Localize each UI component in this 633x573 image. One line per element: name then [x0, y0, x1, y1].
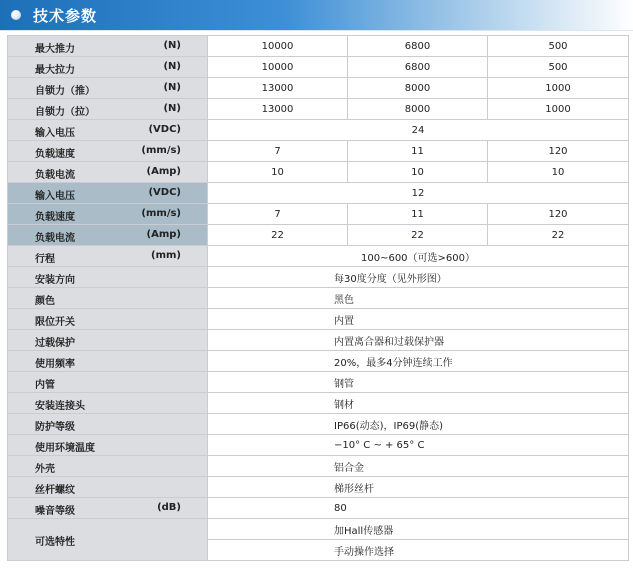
row-label: [8, 288, 208, 309]
value-cell: 8000: [348, 99, 488, 120]
table-row: [8, 99, 629, 120]
row-label: [8, 183, 208, 204]
row-label: [8, 204, 208, 225]
param-name: 负载速度: [35, 149, 75, 160]
param-name: 安装连接头: [35, 401, 85, 412]
row-label: [8, 99, 208, 120]
param-name: 输入电压: [35, 191, 75, 202]
value-cell: 11: [348, 204, 488, 225]
value-cell: 120: [488, 204, 629, 225]
table-row: [8, 498, 629, 519]
value-cell: IP66(动态)，IP69(静态): [208, 414, 629, 435]
table-row: [8, 393, 629, 414]
value-cell: 1000: [488, 99, 629, 120]
value-cell: 20%，最多4分钟连续工作: [208, 351, 629, 372]
param-name: 最大拉力: [35, 65, 75, 76]
value-cell: 加Hall传感器: [208, 519, 629, 540]
table-row: [8, 141, 629, 162]
param-unit: (mm/s): [141, 145, 181, 156]
value-cell: 每30度分度（见外形图）: [208, 267, 629, 288]
table-row: [8, 351, 629, 372]
value-cell: −10° C ~ + 65° C: [208, 435, 629, 456]
value-cell: 10000: [208, 57, 348, 78]
param-name: 自锁力（拉）: [35, 107, 95, 118]
row-label: [8, 225, 208, 246]
table-row: [8, 183, 629, 204]
table-row: [8, 120, 629, 141]
param-unit: (VDC): [148, 124, 181, 135]
table-row: [8, 477, 629, 498]
row-label: [8, 372, 208, 393]
param-name: 外壳: [35, 464, 55, 475]
table-row: [8, 246, 629, 267]
value-cell: 8000: [348, 78, 488, 99]
row-label: [8, 456, 208, 477]
value-cell: 500: [488, 36, 629, 57]
value-cell: 13000: [208, 99, 348, 120]
row-label: [8, 162, 208, 183]
value-cell: 6800: [348, 57, 488, 78]
value-cell: 手动操作选择: [208, 540, 629, 561]
row-label: [8, 414, 208, 435]
row-label: [8, 477, 208, 498]
value-cell: 6800: [348, 36, 488, 57]
param-name: 限位开关: [35, 317, 75, 328]
param-unit: (N): [163, 82, 181, 93]
table-row: [8, 57, 629, 78]
param-unit: (N): [163, 103, 181, 114]
row-label: [8, 120, 208, 141]
row-label: [8, 435, 208, 456]
section-title: 技术参数: [33, 7, 98, 25]
table-row: [8, 36, 629, 57]
value-cell: 10: [488, 162, 629, 183]
value-cell: 120: [488, 141, 629, 162]
value-cell: 80: [208, 498, 629, 519]
param-name: 使用环境温度: [35, 443, 95, 454]
param-unit: (dB): [157, 502, 181, 513]
value-cell: 内置: [208, 309, 629, 330]
row-label: [8, 393, 208, 414]
param-name: 防护等级: [35, 422, 75, 433]
table-row: [8, 225, 629, 246]
param-unit: (VDC): [148, 187, 181, 198]
param-unit: (Amp): [146, 166, 181, 177]
value-cell: 22: [488, 225, 629, 246]
bullet-circle-icon: [11, 10, 21, 20]
value-cell: 24: [208, 120, 629, 141]
row-label: [8, 246, 208, 267]
table-row: [8, 78, 629, 99]
table-row: [8, 162, 629, 183]
row-label: [8, 267, 208, 288]
value-cell: 钢管: [208, 372, 629, 393]
value-cell: 1000: [488, 78, 629, 99]
value-cell: 梯形丝杆: [208, 477, 629, 498]
row-label: [8, 330, 208, 351]
value-cell: 10: [208, 162, 348, 183]
value-cell: 500: [488, 57, 629, 78]
param-name: 负载电流: [35, 233, 75, 244]
value-cell: 11: [348, 141, 488, 162]
param-name: 内管: [35, 380, 55, 391]
param-name: 输入电压: [35, 128, 75, 139]
param-name: 过载保护: [35, 338, 75, 349]
table-row: [8, 267, 629, 288]
param-name: 行程: [35, 254, 55, 265]
table-row: [8, 330, 629, 351]
table-row: [8, 204, 629, 225]
section-header: [0, 0, 633, 31]
param-unit: (mm/s): [141, 208, 181, 219]
param-name: 使用频率: [35, 359, 75, 370]
row-label: [8, 36, 208, 57]
table-row: [8, 309, 629, 330]
param-name: 噪音等级: [35, 506, 75, 517]
value-cell: 100~600（可选>600）: [208, 246, 629, 267]
param-name: 丝杆螺纹: [35, 485, 75, 496]
value-cell: 黑色: [208, 288, 629, 309]
param-unit: (N): [163, 61, 181, 72]
param-name: 安装方向: [35, 275, 75, 286]
spec-table: [7, 35, 629, 561]
row-label: [8, 519, 208, 561]
row-label: [8, 141, 208, 162]
value-cell: 12: [208, 183, 629, 204]
param-name: 最大推力: [35, 44, 75, 55]
row-label: [8, 78, 208, 99]
value-cell: 10000: [208, 36, 348, 57]
value-cell: 10: [348, 162, 488, 183]
row-label: [8, 351, 208, 372]
value-cell: 22: [208, 225, 348, 246]
row-label: [8, 57, 208, 78]
param-unit: (mm): [151, 250, 181, 261]
param-name: 颜色: [35, 296, 55, 307]
param-unit: (Amp): [146, 229, 181, 240]
param-name: 负载电流: [35, 170, 75, 181]
param-name: 负载速度: [35, 212, 75, 223]
table-row: [8, 288, 629, 309]
param-unit: (N): [163, 40, 181, 51]
table-row: [8, 456, 629, 477]
table-row: [8, 519, 629, 540]
table-row: [8, 372, 629, 393]
value-cell: 钢材: [208, 393, 629, 414]
value-cell: 22: [348, 225, 488, 246]
value-cell: 7: [208, 204, 348, 225]
value-cell: 铝合金: [208, 456, 629, 477]
row-label: [8, 498, 208, 519]
value-cell: 13000: [208, 78, 348, 99]
row-label: [8, 309, 208, 330]
table-row: [8, 414, 629, 435]
table-row: [8, 435, 629, 456]
param-name: 自锁力（推）: [35, 86, 95, 97]
value-cell: 7: [208, 141, 348, 162]
param-name: 可选特性: [35, 537, 75, 548]
value-cell: 内置离合器和过载保护器: [208, 330, 629, 351]
